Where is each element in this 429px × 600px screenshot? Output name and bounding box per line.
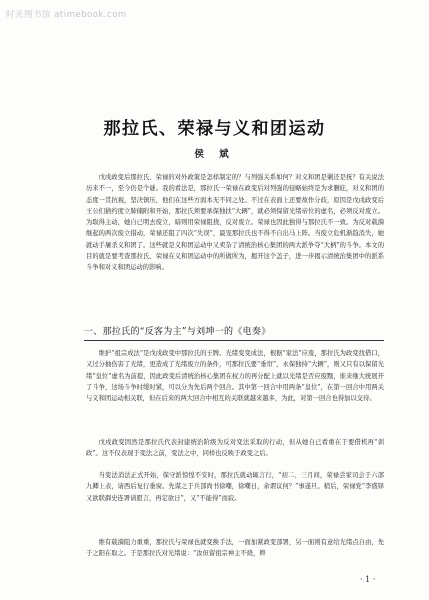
section-divider <box>84 340 384 341</box>
body-paragraph: 维护“祖宗成法”是戊戌政变中那拉氏的王牌。光绪变变成法，根据“家法”应废，那拉氏为政变找借口，又过分抽伤害了光绪，更造成了光绪废立的条件，可那拉氏要“垂帘”，永保独持“大辆”，则又只有以保留光绪“皇位”虚名为前提，因此政变后清统治核心集团在权力的再分配上就以光绪是否应废黜，谁来继大统展开了斗争，这场斗争时缓时紧，可以分为先后两个回合。其中第一回合中用两条“皇位”，在第一回合中用两关与义和团运动相关联，但在后来的两大回合中相互的关联就越来越多，为此，对第一回合也得加以交待。 <box>86 350 384 402</box>
body-paragraph: 戊戌政变后那拉氏、荣禄的对外政策是怎样制定的？与列强关系如何？对义和团是剿还是抚？有关说法历来不一，至今仍是个谜。我的看法是，那拉氏一荣禄在政变后对列强的侵略始终是为求删庇，对义和团的态度一贯抗视，坚决镇压，他们在这些方面本无不同之处。不过在表面上还要故作分歧，原因是戊戌政变后王公们猜约度立肺储附和开始，那拉氏须要承保独扶“大辆”，就必须保留光绪帝位的虚名，必须反对废立。为取得主动，她自已明去废立，暗则用荣禄阻挠，反对废立。荣禄也因此独得与那拉氏不一致。为反对载漪继起的两次废立措动，荣禄还阻了四次“失误”，最宠那拉氏也不得不自出马上阵。当废立危机渐趋消失，她就动手屠杀义和团了。这些就是义和团运动中又卖杂了清统治核心集团的两大派争夺“大柄”的斗争。本文的目的就是要考查那拉氏、荣禄在义和团运动中的所做所为，揭开这个盖子，进一步揭示清统治集团中的派系斗争和对义和团运动的影响。 <box>86 174 384 271</box>
watermark: 时光图书馆 atimebook.com <box>6 10 127 20</box>
body-paragraph: 当变法消法正式开始，保守派惊惶不安时，那拉氏就动辄言行，“初二、三月间，荣禄尝家司会于六部九卿上表，请西后复行垂窗。先谋之于兵部尚书徐嘲，徐嘲日，余谓议何？”事遂旦。稍后，荣禄党“李盛铎又欲联御史连署请愿言，再定欲日”，又“不能得”而寂。 <box>86 472 384 502</box>
body-paragraph: 戊戌政变固然是那拉氏代表封建统治阶级为反对变法采取的行动，但从她自已看重在于要借机再“训政”。这不仅表现于变法之前，变法之中，同样也反映于政变之后。 <box>86 439 384 458</box>
body-paragraph: 维有载漪阻力重重，那拉氏与荣禄也就变换手法，一面加紧政变部署，另一面则有意给光绪点自由，先于之阳在取之。于是那拉氏对光绪说：“汝但留祖宗神主不烧，辫 <box>86 539 384 558</box>
section-heading: 一、那拉氏的“反客为主”与刘坤一的《电奏》 <box>84 327 271 337</box>
author-name: 侯 斌 <box>194 149 235 160</box>
article-title: 那拉氏、荣禄与义和团运动 <box>103 119 326 139</box>
page-number: · 1 · <box>360 575 376 584</box>
